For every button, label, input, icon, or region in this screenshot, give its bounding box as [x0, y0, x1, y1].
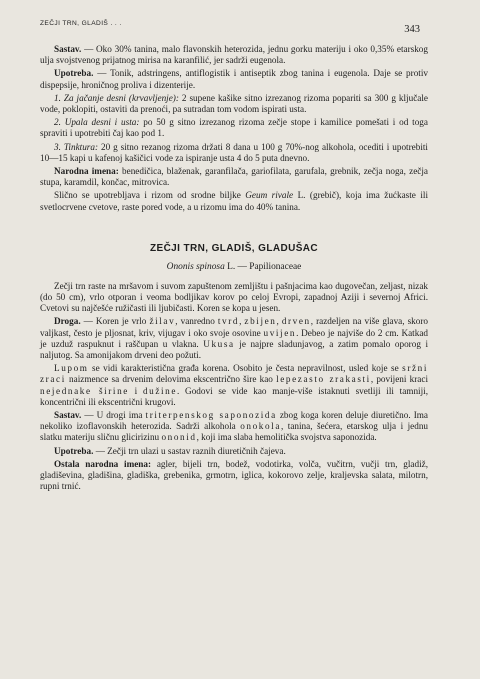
paragraph-intro: Zečji trn raste na mršavom i suvom zapuštenom zemljištu i pašnjacima kao dugovečan, zeljast, nizak (do 50 cm), vrlo otporan i veoma bodljikav korov po celoj Evropi, zapadnoj Aziji i severnoj Africi. Cvetovi su najčešće ružičasti ili ljubičasti. Koren se kopa u jesen. [40, 280, 428, 314]
paragraph-upotreba-2: Upotreba. — Zečji trn ulazi u sastav raznih diuretičnih čajeva. [54, 445, 286, 456]
section-subtitle: Ononis spinosa L. — Papilionaceae [166, 261, 302, 272]
paragraph-geum-rivale: Slično se upotrebljava i rizom od srodne biljke Geum rivale L. (grebič), koja ima žućkaste ili svetlocrvene cvetove, raste pored vode, a u rizomu ima do 40% tanina. [40, 190, 428, 212]
page-number: 343 [404, 24, 420, 35]
label-sastav: Sastav. [54, 44, 82, 54]
paragraph-narodna-imena: Narodna imena: benedičica, blaženak, garanfilača, gariofilata, garufala, grebnik, zečja noga, zečja stupa, karamdil, končac, mitrovica. [40, 166, 429, 188]
paragraph-sastav: Sastav. — Oko 30% tanina, malo flavonskih heterozida, jednu gorku materiju i oko 0,35% etarskog ulja svojstvenog prijatnog mirisa na karanfilić, jer sadrži eugenola. [40, 44, 428, 66]
paragraph-upotreba: Upotreba. — Tonik, adstringens, antiflogistik i antiseptik zbog tanina i eugenola. Daje se protiv dispepsije, hroničnog proliva i dizenterije. [40, 68, 428, 90]
running-head: ZEČJI TRN, GLADIŠ . . . [40, 20, 122, 27]
section-title: ZEČJI TRN, GLADIŠ, GLADUŠAC [149, 242, 319, 254]
page-content [40, 44, 428, 493]
paragraph-lupa: Lupom se vidi karakteristična građa korena. Osobito je česta nepravilnost, usled koje se sržni zraci naizmence sa drvenim delovima ekscentrično šire kao lepezasto zrakasti, povijeni kraci nejednake širine i dužine. Godovi se vide kao manje-više istaknuti svetliji ili tamniji, koncentrični ili ekscentrični krugovi. [40, 363, 428, 407]
paragraph-recipe-2: 2. Upala desni i usta: po 50 g sitno izrezanog rizoma zečje stope i kamilice pomešati i od toga spraviti i upotrebiti čaj kao pod 1. [40, 117, 428, 139]
paragraph-recipe-1: 1. Za jačanje desni (krvavljenje): 2 supene kašike sitno izrezanog rizoma popariti sa 300 g ključale vode, poklopiti, ostaviti da prenoći, pa sutradan tom vodom ispirati usta. [40, 92, 428, 115]
paragraph-recipe-3: 3. Tinktura: 20 g sitno rezanog rizoma držati 8 dana u 100 g 70%-nog alkohola, ocediti i upotrebiti 10—15 kapi u kafenoj kašičici vode za ispiranje usta 4 do 5 puta dnevno. [40, 141, 428, 163]
paragraph-droga: Droga. — Koren je vrlo žilav, vanredno tvrd, zbijen, drven, razdeljen na više glava, skoro valjkast, često je pljosnat, kriv, vijugav i oko svoje osovine uvijen. Debeo je najviše do 2 cm. Katkad je uzduž raspuknut i raščupan u vlakna. Ukusa je najpre sladunjavog, a zatim pomalo oporog i naljutog. Sa amonijakom drveni deo požuti. [40, 316, 429, 361]
paragraph-ostala-imena: Ostala narodna imena: agler, bijeli trn, bodež, vodotirka, volča, vučitrn, vučji trn, gladiž, gladiševina, gladišina, gladiška, grebenika, grmotrn, iglica, kokorovo zelje, kraljevska salata, milotrn, rupni trnić. [40, 458, 428, 492]
paragraph-sastav-2: Sastav. — U drogi ima triterpenskog saponozida zbog koga koren deluje diuretično. Ima nekoliko izoflavonskih heterozida. Sadrži alkohola onokola, tanina, šećera, etarskog ulja i jednu slatku materiju sličnu glicirizinu ononid, koji ima slaba hemolitička svojstva saponozida. [40, 410, 429, 443]
label-upotreba: Upotreba. [54, 68, 94, 79]
